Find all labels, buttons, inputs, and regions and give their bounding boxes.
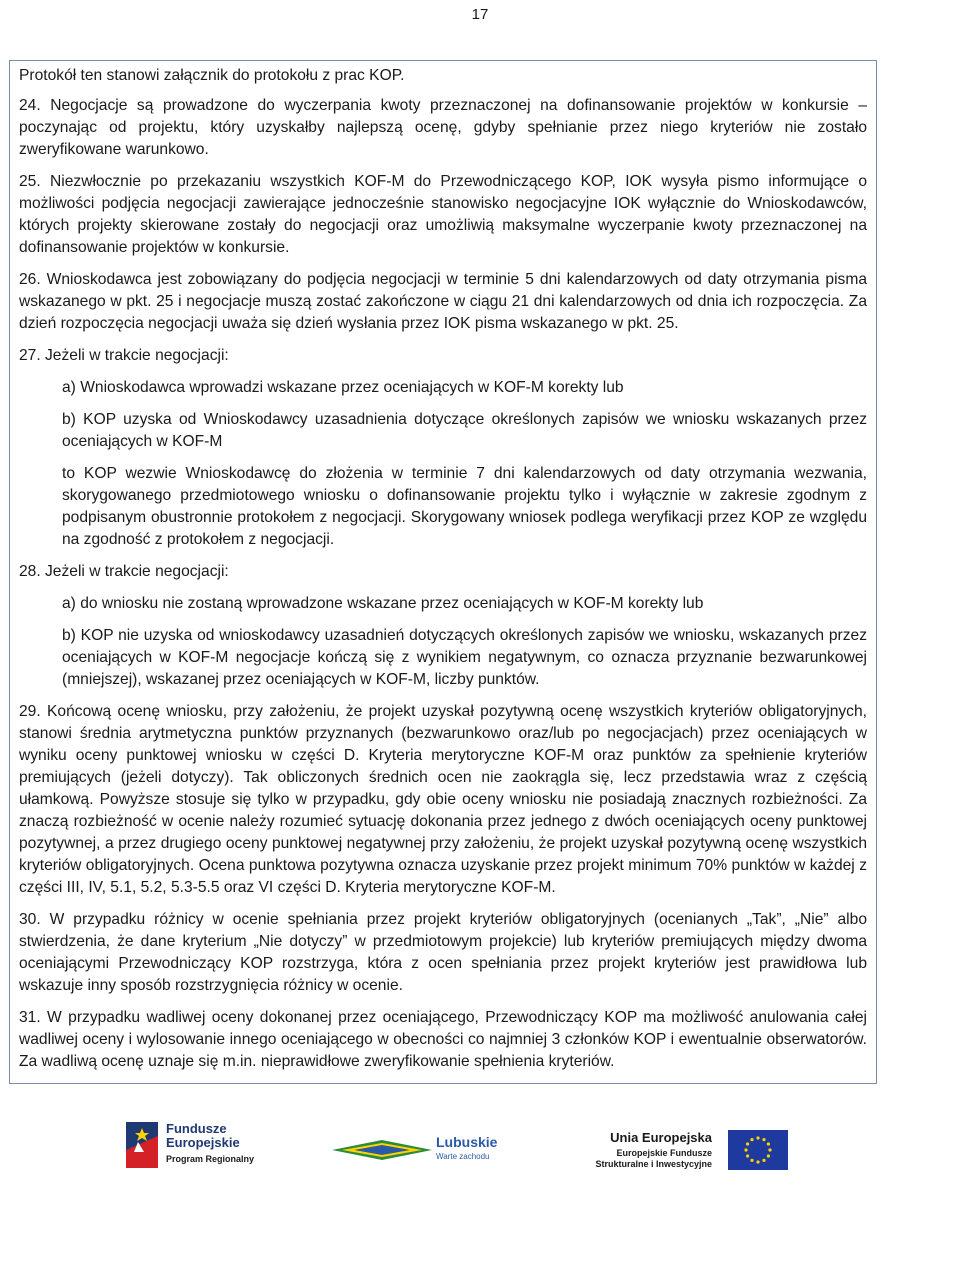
ue-line-3: Strukturalne i Inwestycyjne [595, 1159, 712, 1169]
lubuskie-tagline: Warte zachodu [436, 1152, 490, 1161]
paragraph-28a: a) do wniosku nie zostaną wprowadzone wskazane przez oceniających w KOF-M korekty lub [62, 595, 704, 612]
paragraph-27a: a) Wnioskodawca wprowadzi wskazane przez oceniających w KOF-M korekty lub [62, 379, 624, 396]
document-body [9, 60, 877, 1084]
paragraph-26: 26. Wnioskodawca jest zobowiązany do podjęcia negocjacji w terminie 5 dni kalendarzowych od daty otrzymania pisma wskazanego w pkt. 25 i negocjacje muszą zostać zakończone w ciągu 21 dni kalendarzowych od dnia ich rozpoczęcia. Za dzień rozpoczęcia negocjacji uważa się dzień wysłania przez IOK pisma wskazanego w pkt. 25. [19, 271, 867, 332]
intro-paragraph: Protokół ten stanowi załącznik do protokołu z prac KOP. [19, 67, 405, 84]
ue-line-1: Unia Europejska [610, 1130, 712, 1145]
fe-line-1: Fundusze [166, 1121, 227, 1136]
unia-europejska-logo [588, 1128, 788, 1176]
eu-flag-icon [728, 1130, 788, 1170]
lubuskie-name: Lubuskie [436, 1134, 498, 1150]
ue-line-2: Europejskie Fundusze [616, 1148, 712, 1158]
fe-line-2: Europejskie [166, 1135, 240, 1150]
paragraph-25: 25. Niezwłocznie po przekazaniu wszystkich KOF-M do Przewodniczącego KOP, IOK wysyła pismo informujące o możliwości podjęcia negocjacji zawierające jednocześnie stanowisko negocjacyjne IOK wyłącznie do Wnioskodawców, których projekty skierowane zostały do negocjacji oraz umożliwią maksymalne wyczerpanie kwoty przeznaczonej na dofinansowanie projektów w konkursie. [19, 173, 867, 256]
paragraph-30: 30. W przypadku różnicy w ocenie spełniania przez projekt kryteriów obligatoryjnych (ocenianych „Tak”, „Nie” albo stwierdzenia, że dane kryterium „Nie dotyczy” w przedmiotowym projekcie) lub kryteriów premiujących między dwoma oceniającymi Przewodniczący KOP rozstrzyga, która z ocen spełniania przez projekt kryteriów jest prawidłowa lub wskazuje inny sposób rozstrzygnięcia różnicy w ocenie. [19, 911, 867, 994]
page-number: 17 [471, 6, 489, 23]
paragraph-31: 31. W przypadku wadliwej oceny dokonanej przez oceniającego, Przewodniczący KOP ma możliwość anulowania całej wadliwej oceny i wylosowanie innego oceniającego w obecności co najmniej 3 członków KOP i ewentualnie obserwatorów. Za wadliwą ocenę uznaje się m.in. nieprawidłowe zweryfikowanie spełnienia kryteriów. [19, 1009, 867, 1070]
paragraph-28: 28. Jeżeli w trakcie negocjacji: [19, 563, 229, 580]
paragraph-27b: b) KOP uzyska od Wnioskodawcy uzasadnienia dotyczące określonych zapisów we wniosku wskazanych przez oceniających w KOF-M [62, 411, 867, 450]
paragraph-27: 27. Jeżeli w trakcie negocjacji: [19, 347, 229, 364]
lubuskie-logo [332, 1132, 512, 1172]
fe-line-3: Program Regionalny [166, 1154, 255, 1164]
fundusze-europejskie-flag-icon [126, 1122, 158, 1168]
paragraph-24: 24. Negocjacje są prowadzone do wyczerpania kwoty przeznaczonej na dofinansowanie projektów w konkursie – poczynając od projektu, który uzyskałby najlepszą ocenę, gdyby spełnianie przez niego kryteriów nie zostało zweryfikowane warunkowo. [19, 97, 867, 158]
paragraph-28b: b) KOP nie uzyska od wnioskodawcy uzasadnień dotyczących określonych zapisów we wniosku, wskazanych przez oceniających w KOF-M negocjacje kończą się z wynikiem negatywnym, co oznacza przyznanie bezwarunkowej (mniejszej), wskazanej przez oceniających w KOF-M, liczby punktów. [62, 627, 867, 688]
lubuskie-emblem-icon [332, 1132, 432, 1168]
fundusze-europejskie-logo [126, 1122, 286, 1174]
paragraph-27c: to KOP wezwie Wnioskodawcę do złożenia w terminie 7 dni kalendarzowych od daty otrzymania wezwania, skorygowanego przedmiotowego wniosku o dofinansowanie projektu tylko i wyłącznie w zakresie zgodnym z podpisanym obustronnie protokołem z negocjacji. Skorygowany wniosek podlega weryfikacji przez KOP ze względu na zgodność z protokołem z negocjacji. [62, 465, 867, 548]
footer-logos [0, 1118, 960, 1178]
paragraph-29: 29. Końcową ocenę wniosku, przy założeniu, że projekt uzyskał pozytywną ocenę wszystkich kryteriów obligatoryjnych, stanowi średnia arytmetyczna punktów przyznanych (bezwarunkowo oraz/lub po negocjacjach) przez oceniających w wyniku oceny punktowej wniosku w części D. Kryteria merytoryczne KOF-M oraz punktów za spełnienie kryteriów premiujących (jeżeli dotyczy). Tak obliczonych średnich ocen nie zaokrągla się, lecz przedstawia wraz z częścią ułamkową. Powyższe stosuje się tylko w przypadku, gdy obie oceny wniosku nie posiadają znacznych rozbieżności. Za znaczą rozbieżność w ocenie należy rozumieć sytuację dokonania przez jednego z dwóch oceniających oceny punktowej pozytywnej, a przez drugiego oceny punktowej negatywnej przy założeniu, że projekt uzyskał pozytywną ocenę wszystkich kryteriów obligatoryjnych. Ocena punktowa pozytywna oznacza uzyskanie przez projekt minimum 70% punktów w każdej z części III, IV, 5.1, 5.2, 5.3-5.5 oraz VI części D. Kryteria merytoryczne KOF-M. [19, 703, 867, 896]
